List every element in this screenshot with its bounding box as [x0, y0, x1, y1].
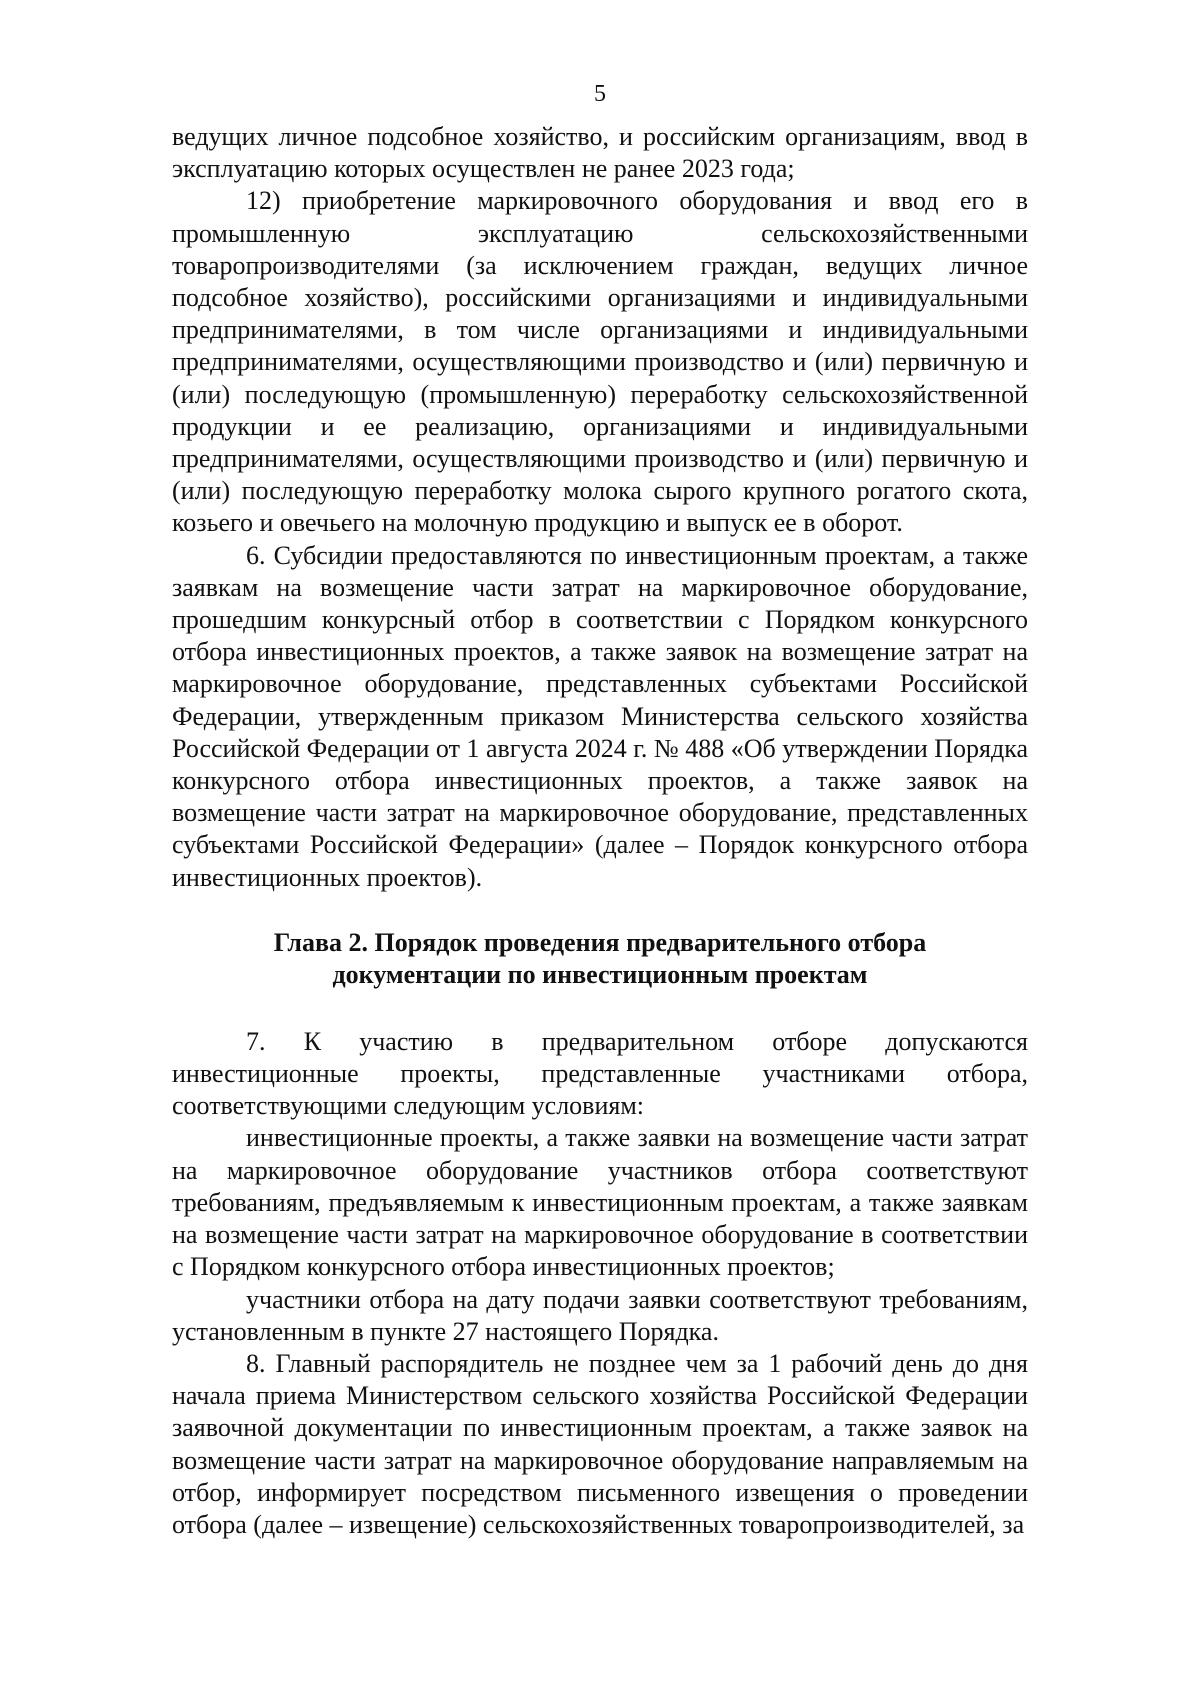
page-number: 5: [594, 81, 606, 107]
paragraph-item-8: 8. Главный распорядитель не позднее чем за 1 рабочий день до дня начала приема Министерством сельского хозяйства Российской Федерации заявочной документации по инвестиционным проектам, а также заявок на возмещение части затрат на маркировочное оборудование направляемым на отбор, информирует посредством письменного извещения о проведении отбора (далее – извещение) сельскохозяйственных товаропроизводителей, за: [172, 1348, 1028, 1539]
spacer: [172, 991, 1028, 1026]
paragraph-item-7: 7. К участию в предварительном отборе допускаются инвестиционные проекты, представленные участниками отбора, соответствующими следующим условиям:: [172, 1026, 1028, 1121]
paragraph-condition-1: инвестиционные проекты, а также заявки на возмещение части затрат на маркировочное оборудование участников отбора соответствуют требованиям, предъявляемым к инвестиционным проектам, а также заявкам на возмещение части затрат на маркировочное оборудование в соответствии с Порядком конкурсного отбора инвестиционных проектов;: [172, 1123, 1028, 1282]
document-body: [172, 121, 1028, 1541]
paragraph-condition-2: участники отбора на дату подачи заявки соответствуют требованиям, установленным в пункте 27 настоящего Порядка.: [172, 1284, 1028, 1346]
spacer: [172, 894, 1028, 927]
chapter-heading-line-1: Глава 2. Порядок проведения предварительного отбора: [273, 927, 927, 957]
paragraph-item-12: 12) приобретение маркировочного оборудования и ввод его в промышленную эксплуатацию сельскохозяйственными товаропроизводителями (за исключением граждан, ведущих личное подсобное хозяйство), российскими организациями и индивидуальными предпринимателями, в том числе организациями и индивидуальными предпринимателями, осуществляющими производство и (или) первичную и (или) последующую (промышленную) переработку сельскохозяйственной продукции и ее реализацию, организациями и индивидуальными предпринимателями, осуществляющими производство и (или) первичную и (или) последующую переработку молока сырого крупного рогатого скота, козьего и овечьего на молочную продукцию и выпуск ее в оборот.: [172, 186, 1028, 538]
paragraph-continuation: ведущих личное подсобное хозяйство, и российским организациям, ввод в эксплуатацию которых осуществлен не ранее 2023 года;: [172, 122, 1028, 184]
paragraph-item-6: 6. Субсидии предоставляются по инвестиционным проектам, а также заявкам на возмещение части затрат на маркировочное оборудование, прошедшим конкурсный отбор в соответствии с Порядком конкурсного отбора инвестиционных проектов, а также заявок на возмещение затрат на маркировочное оборудование, представленных субъектами Российской Федерации, утвержденным приказом Министерства сельского хозяйства Российской Федерации от 1 августа 2024 г. № 488 «Об утверждении Порядка конкурсного отбора инвестиционных проектов, а также заявок на возмещение части затрат на маркировочное оборудование, представленных субъектами Российской Федерации» (далее – Порядок конкурсного отбора инвестиционных проектов).: [172, 540, 1028, 892]
chapter-heading: [172, 927, 1028, 991]
chapter-heading-line-2: документации по инвестиционным проектам: [332, 959, 868, 989]
